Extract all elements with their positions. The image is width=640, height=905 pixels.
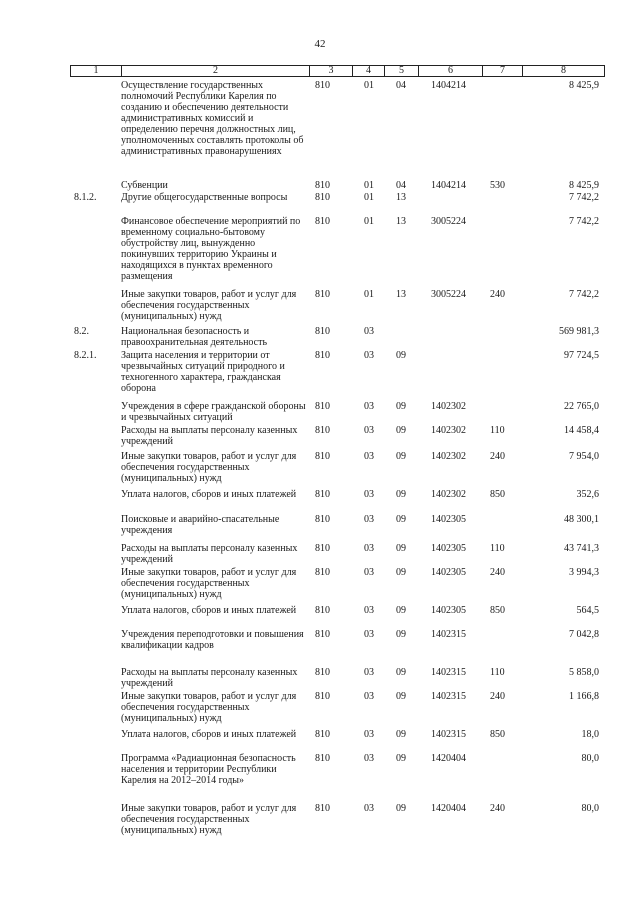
row-description: Расходы на выплаты персоналу казенных учреждений [121, 543, 298, 565]
row-ministry-code: 810 [315, 192, 330, 203]
row-description: Защита населения и территории от чрезвычайных ситуаций природного и техногенного характера, гражданская оборона [121, 350, 285, 394]
row-section-code: 01 [364, 289, 374, 300]
header-col-3: 3 [309, 66, 352, 76]
row-ministry-code: 810 [315, 401, 330, 412]
row-description: Расходы на выплаты персоналу казенных учреждений [121, 667, 298, 689]
row-description: Иные закупки товаров, работ и услуг для обеспечения государственных (муниципальных) нужд [121, 451, 297, 484]
row-description: Уплата налогов, сборов и иных платежей [121, 489, 297, 500]
row-target-code: 1402315 [431, 629, 466, 640]
row-description: Иные закупки товаров, работ и услуг для обеспечения государственных (муниципальных) нужд [121, 567, 297, 600]
row-section-code: 03 [364, 729, 374, 740]
row-section-code: 03 [364, 350, 374, 361]
row-expense-type: 240 [490, 289, 505, 300]
row-section-code: 03 [364, 543, 374, 554]
row-target-code: 3005224 [431, 216, 466, 227]
row-amount: 22 765,0 [564, 401, 599, 412]
row-description: Иные закупки товаров, работ и услуг для обеспечения государственных (муниципальных) нужд [121, 803, 297, 836]
row-subsection-code: 09 [396, 803, 406, 814]
row-amount: 3 994,3 [569, 567, 599, 578]
row-amount: 8 425,9 [569, 180, 599, 191]
row-subsection-code: 13 [396, 192, 406, 203]
header-col-2: 2 [121, 66, 309, 76]
row-section-code: 01 [364, 180, 374, 191]
row-subsection-code: 09 [396, 667, 406, 678]
row-ministry-code: 810 [315, 803, 330, 814]
row-subsection-code: 09 [396, 691, 406, 702]
table-header [70, 65, 605, 77]
row-amount: 7 042,8 [569, 629, 599, 640]
row-amount: 1 166,8 [569, 691, 599, 702]
row-ministry-code: 810 [315, 451, 330, 462]
row-amount: 7 742,2 [569, 216, 599, 227]
row-description: Национальная безопасность и правоохранительная деятельность [121, 326, 268, 348]
row-subsection-code: 09 [396, 425, 406, 436]
row-subsection-code: 04 [396, 180, 406, 191]
row-code: 8.2.1. [74, 350, 97, 361]
row-ministry-code: 810 [315, 691, 330, 702]
row-section-code: 01 [364, 192, 374, 203]
page-number: 42 [314, 38, 326, 50]
row-expense-type: 850 [490, 489, 505, 500]
row-subsection-code: 09 [396, 753, 406, 764]
row-target-code: 1402302 [431, 425, 466, 436]
header-col-7: 7 [482, 66, 522, 76]
row-target-code: 1404214 [431, 180, 466, 191]
row-target-code: 1402305 [431, 543, 466, 554]
row-amount: 5 858,0 [569, 667, 599, 678]
row-description: Учреждения в сфере гражданской обороны и чрезвычайных ситуаций [121, 401, 306, 423]
row-subsection-code: 09 [396, 543, 406, 554]
row-ministry-code: 810 [315, 326, 330, 337]
row-amount: 97 724,5 [564, 350, 599, 361]
header-col-4: 4 [352, 66, 384, 76]
row-target-code: 1404214 [431, 80, 466, 91]
row-amount: 352,6 [576, 489, 599, 500]
row-description: Другие общегосударственные вопросы [121, 192, 288, 203]
row-ministry-code: 810 [315, 667, 330, 678]
header-col-1: 1 [93, 65, 99, 76]
row-ministry-code: 810 [315, 216, 330, 227]
row-ministry-code: 810 [315, 729, 330, 740]
row-amount: 564,5 [576, 605, 599, 616]
row-expense-type: 530 [490, 180, 505, 191]
row-target-code: 1402305 [431, 605, 466, 616]
row-amount: 43 741,3 [564, 543, 599, 554]
row-amount: 80,0 [581, 753, 599, 764]
row-ministry-code: 810 [315, 425, 330, 436]
header-col-5: 5 [384, 66, 418, 76]
row-section-code: 01 [364, 216, 374, 227]
row-ministry-code: 810 [315, 350, 330, 361]
row-subsection-code: 09 [396, 629, 406, 640]
row-target-code: 1402302 [431, 489, 466, 500]
row-amount: 48 300,1 [564, 514, 599, 525]
row-ministry-code: 810 [315, 180, 330, 191]
row-subsection-code: 13 [396, 216, 406, 227]
row-expense-type: 110 [490, 667, 505, 678]
row-description: Осуществление государственных полномочий Республики Карелия по созданию и обеспечению деятельности административных комиссий и определению перечня должностных лиц, уполномоченных составлять протоколы об административных правонарушениях [121, 80, 304, 157]
row-ministry-code: 810 [315, 605, 330, 616]
row-target-code: 1402315 [431, 729, 466, 740]
row-section-code: 03 [364, 753, 374, 764]
row-section-code: 03 [364, 326, 374, 337]
header-col-6: 6 [418, 66, 482, 76]
row-expense-type: 850 [490, 729, 505, 740]
row-section-code: 03 [364, 489, 374, 500]
row-expense-type: 240 [490, 803, 505, 814]
row-subsection-code: 09 [396, 401, 406, 412]
row-target-code: 1402302 [431, 451, 466, 462]
row-section-code: 03 [364, 567, 374, 578]
row-ministry-code: 810 [315, 80, 330, 91]
row-section-code: 03 [364, 629, 374, 640]
row-subsection-code: 09 [396, 567, 406, 578]
row-ministry-code: 810 [315, 567, 330, 578]
row-target-code: 1402305 [431, 514, 466, 525]
row-amount: 80,0 [581, 803, 599, 814]
row-section-code: 03 [364, 605, 374, 616]
row-description: Программа «Радиационная безопасность населения и территории Республики Карелия на 2012–2014 годы» [121, 753, 296, 786]
row-section-code: 03 [364, 691, 374, 702]
row-subsection-code: 09 [396, 489, 406, 500]
row-target-code: 1420404 [431, 803, 466, 814]
row-ministry-code: 810 [315, 543, 330, 554]
row-amount: 569 981,3 [559, 326, 599, 337]
row-section-code: 01 [364, 80, 374, 91]
row-description: Субвенции [121, 180, 168, 191]
row-subsection-code: 09 [396, 514, 406, 525]
row-ministry-code: 810 [315, 289, 330, 300]
row-subsection-code: 09 [396, 350, 406, 361]
row-description: Иные закупки товаров, работ и услуг для обеспечения государственных (муниципальных) нужд [121, 691, 297, 724]
row-target-code: 3005224 [431, 289, 466, 300]
row-target-code: 1420404 [431, 753, 466, 764]
row-section-code: 03 [364, 451, 374, 462]
row-amount: 7 954,0 [569, 451, 599, 462]
row-amount: 14 458,4 [564, 425, 599, 436]
row-description: Уплата налогов, сборов и иных платежей [121, 729, 297, 740]
row-section-code: 03 [364, 401, 374, 412]
row-subsection-code: 04 [396, 80, 406, 91]
row-section-code: 03 [364, 514, 374, 525]
row-expense-type: 850 [490, 605, 505, 616]
row-expense-type: 110 [490, 543, 505, 554]
header-col-8: 8 [522, 66, 604, 76]
row-expense-type: 240 [490, 567, 505, 578]
row-ministry-code: 810 [315, 514, 330, 525]
row-amount: 7 742,2 [569, 289, 599, 300]
row-expense-type: 110 [490, 425, 505, 436]
row-description: Поисковые и аварийно-спасательные учреждения [121, 514, 280, 536]
row-target-code: 1402315 [431, 691, 466, 702]
row-expense-type: 240 [490, 451, 505, 462]
row-amount: 18,0 [581, 729, 599, 740]
row-section-code: 03 [364, 803, 374, 814]
row-ministry-code: 810 [315, 489, 330, 500]
row-amount: 7 742,2 [569, 192, 599, 203]
row-description: Учреждения переподготовки и повышения квалификации кадров [121, 629, 304, 651]
row-description: Иные закупки товаров, работ и услуг для обеспечения государственных (муниципальных) нужд [121, 289, 297, 322]
row-subsection-code: 09 [396, 605, 406, 616]
row-expense-type: 240 [490, 691, 505, 702]
row-target-code: 1402302 [431, 401, 466, 412]
row-description: Финансовое обеспечение мероприятий по временному социально-бытовому обустройству лиц, вынужденно покинувших территорию Украины и находящихся в пунктах временного размещения [121, 216, 301, 282]
row-section-code: 03 [364, 667, 374, 678]
row-description: Уплата налогов, сборов и иных платежей [121, 605, 297, 616]
row-target-code: 1402315 [431, 667, 466, 678]
row-section-code: 03 [364, 425, 374, 436]
row-amount: 8 425,9 [569, 80, 599, 91]
row-description: Расходы на выплаты персоналу казенных учреждений [121, 425, 298, 447]
row-code: 8.2. [74, 326, 89, 337]
row-ministry-code: 810 [315, 629, 330, 640]
row-ministry-code: 810 [315, 753, 330, 764]
row-code: 8.1.2. [74, 192, 97, 203]
row-subsection-code: 13 [396, 289, 406, 300]
row-subsection-code: 09 [396, 729, 406, 740]
row-subsection-code: 09 [396, 451, 406, 462]
row-target-code: 1402305 [431, 567, 466, 578]
